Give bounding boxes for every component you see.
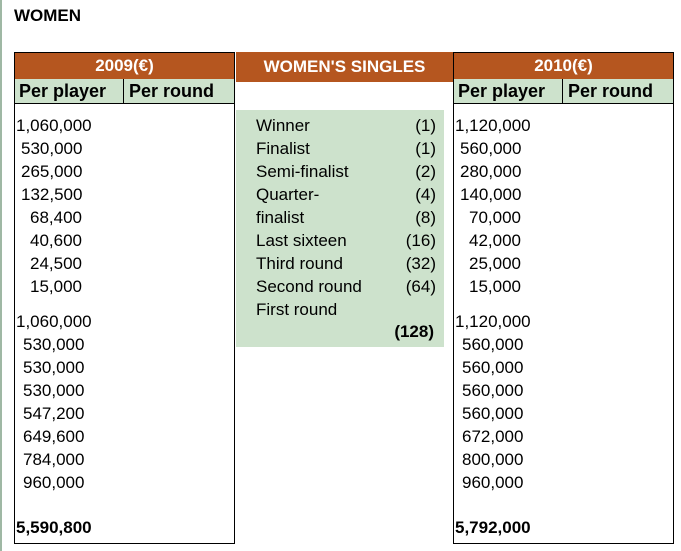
right-col-per-round: Per round bbox=[563, 79, 674, 103]
category-row bbox=[256, 183, 436, 206]
right-per-player-value: 1,120,000 bbox=[455, 116, 531, 135]
page-title: WOMEN bbox=[14, 6, 82, 25]
category-row bbox=[256, 160, 436, 183]
right-col-per-player: Per player bbox=[453, 79, 563, 103]
left-per-round-value: 784,000 bbox=[23, 450, 85, 469]
category-row bbox=[256, 229, 436, 252]
left-per-player-value: 68,400 bbox=[30, 208, 82, 227]
category-count: (32) bbox=[405, 254, 436, 273]
category-row bbox=[256, 298, 436, 321]
right-per-player-value: 280,000 bbox=[460, 162, 522, 181]
center-header: WOMEN'S SINGLES bbox=[236, 52, 453, 82]
right-per-round-value: 1,120,000 bbox=[455, 312, 531, 331]
category-row bbox=[256, 275, 436, 298]
left-per-round-value: 1,060,000 bbox=[16, 312, 92, 331]
category-count-first-round: (128) bbox=[394, 322, 434, 341]
category-count: (2) bbox=[415, 162, 436, 181]
category-count: (1) bbox=[415, 116, 436, 135]
left-edge-line bbox=[0, 0, 2, 551]
category-label: Finalist bbox=[256, 139, 310, 158]
right-per-round-value: 800,000 bbox=[462, 450, 524, 469]
category-count: (1) bbox=[415, 139, 436, 158]
category-label: Last sixteen bbox=[256, 231, 347, 250]
right-header: 2010(€) bbox=[453, 52, 674, 79]
left-per-round-list bbox=[16, 310, 126, 494]
right-per-player-value: 560,000 bbox=[460, 139, 522, 158]
left-per-player-list bbox=[16, 114, 126, 298]
right-per-round-value: 560,000 bbox=[462, 404, 524, 423]
left-header-rule bbox=[14, 103, 235, 104]
right-per-round-value: 560,000 bbox=[462, 381, 524, 400]
left-per-round-value: 649,600 bbox=[23, 427, 85, 446]
category-count: (64) bbox=[405, 277, 436, 296]
left-per-player-value: 40,600 bbox=[30, 231, 82, 250]
category-count: (8) bbox=[415, 208, 436, 227]
left-per-player-value: 530,000 bbox=[21, 139, 83, 158]
left-per-player-value: 15,000 bbox=[30, 277, 82, 296]
right-per-round-list bbox=[455, 310, 565, 494]
right-per-round-value: 672,000 bbox=[462, 427, 524, 446]
left-per-round-value: 960,000 bbox=[23, 473, 85, 492]
right-per-round-value: 560,000 bbox=[462, 335, 524, 354]
left-per-round-value: 530,000 bbox=[23, 358, 85, 377]
category-label: Third round bbox=[256, 254, 343, 273]
category-row bbox=[256, 137, 436, 160]
right-total: 5,792,000 bbox=[455, 518, 531, 537]
category-row bbox=[256, 252, 436, 275]
right-per-player-value: 42,000 bbox=[469, 231, 521, 250]
right-per-player-value: 25,000 bbox=[469, 254, 521, 273]
category-row bbox=[256, 206, 436, 229]
category-label: Winner bbox=[256, 116, 310, 135]
category-count: (4) bbox=[415, 185, 436, 204]
left-per-round-value: 547,200 bbox=[23, 404, 85, 423]
right-per-player-list bbox=[455, 114, 565, 298]
left-per-round-value: 530,000 bbox=[23, 335, 85, 354]
category-label: finalist bbox=[256, 208, 305, 227]
right-header-rule bbox=[453, 103, 674, 104]
left-header: 2009(€) bbox=[14, 52, 235, 79]
category-count: (16) bbox=[405, 231, 436, 250]
right-per-player-value: 15,000 bbox=[469, 277, 521, 296]
category-label: Semi-finalist bbox=[256, 162, 349, 181]
left-per-player-value: 1,060,000 bbox=[16, 116, 92, 135]
right-per-player-value: 70,000 bbox=[469, 208, 521, 227]
right-per-player-value: 140,000 bbox=[460, 185, 522, 204]
left-per-player-value: 265,000 bbox=[21, 162, 83, 181]
left-col-per-player: Per player bbox=[14, 79, 124, 103]
left-per-player-value: 24,500 bbox=[30, 254, 82, 273]
category-label: First round bbox=[256, 300, 338, 319]
left-per-player-value: 132,500 bbox=[21, 185, 83, 204]
category-label: Second round bbox=[256, 277, 362, 296]
left-total: 5,590,800 bbox=[16, 518, 92, 537]
category-label: Quarter- bbox=[256, 185, 320, 204]
category-row bbox=[256, 114, 436, 137]
center-category-list bbox=[256, 114, 436, 321]
left-col-per-round: Per round bbox=[124, 79, 235, 103]
left-per-round-value: 530,000 bbox=[23, 381, 85, 400]
right-per-round-value: 960,000 bbox=[462, 473, 524, 492]
right-per-round-value: 560,000 bbox=[462, 358, 524, 377]
